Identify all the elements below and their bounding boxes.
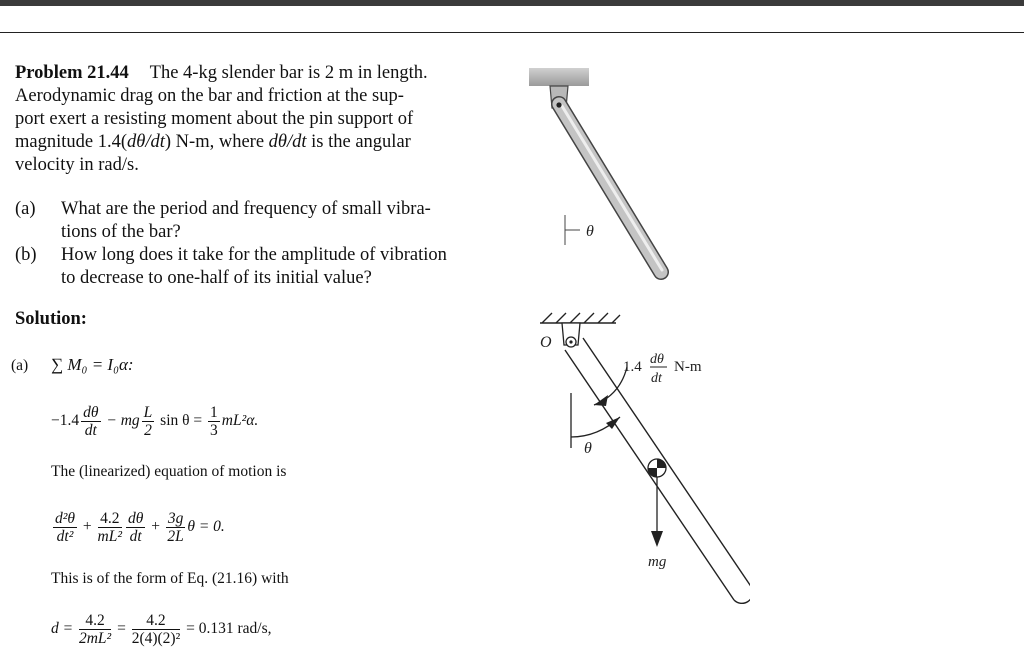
eq1-frac3-num: 1 <box>210 404 218 421</box>
moment-label-num: dθ <box>650 352 664 367</box>
eq2-frac-dtheta-dt <box>126 510 145 545</box>
equation-of-motion <box>51 510 225 545</box>
eq1-frac2-num: L <box>143 404 153 421</box>
part-b-line-2: to decrease to one-half of its initial value? <box>61 268 372 288</box>
equation-moment-balance <box>51 404 258 439</box>
problem-line-4 <box>15 131 411 154</box>
eq2-frac4-den: 2L <box>167 528 184 545</box>
eq2-frac1-num: d²θ <box>55 510 76 527</box>
eq2-frac-d2theta <box>53 510 77 545</box>
eq2-frac-coef <box>98 510 122 545</box>
solution-part-label: (a) <box>11 357 29 374</box>
eq1-frac3-den: 3 <box>210 422 218 439</box>
pin-label-O: O <box>540 334 552 351</box>
eq2-frac-3g-2L <box>166 510 186 545</box>
eq3-frac-2 <box>132 612 181 647</box>
figure-pendulum-bar <box>520 60 690 290</box>
eq3-lead: d = <box>51 620 74 638</box>
eq1-frac1-num: dθ <box>83 404 99 421</box>
eq1-tail: mL²α. <box>221 412 259 430</box>
theta-label-top: θ <box>586 223 594 240</box>
eq2-frac1-den: dt² <box>56 528 74 545</box>
moment-label-unit: N-m <box>674 359 702 375</box>
eq2-frac4-num: 3g <box>167 510 184 527</box>
eq3-frac1-num: 4.2 <box>79 612 111 630</box>
part-b-label: (b) <box>15 245 37 265</box>
header-rule <box>0 32 1024 33</box>
theta-label-fbd: θ <box>584 440 592 457</box>
eq1-lead: −1.4 <box>51 412 80 430</box>
problem-line-3: port exert a resisting moment about the pin support of <box>15 109 414 129</box>
weight-arrowhead <box>651 531 663 547</box>
solution-text-2: This is of the form of Eq. (21.16) with <box>51 570 289 587</box>
problem-text-1: The 4-kg slender bar is 2 m in length. <box>149 63 428 83</box>
bar-end-cap <box>734 588 750 603</box>
ceiling-support <box>529 68 589 86</box>
problem-line-4-b: dθ/dt <box>127 132 165 152</box>
problem-line-4-d: dθ/dt <box>268 132 307 152</box>
solution-text-1: The (linearized) equation of motion is <box>51 463 287 480</box>
moment-label-den: dt <box>651 371 662 386</box>
equation-damping-d <box>51 612 271 647</box>
solution-heading: Solution: <box>15 309 87 329</box>
eq3-frac-1 <box>79 612 111 647</box>
problem-line-4-a: magnitude 1.4( <box>15 132 128 152</box>
eq2-frac3-num: dθ <box>127 510 144 527</box>
pin-dot <box>556 102 561 107</box>
eq2-frac3-den: dt <box>129 528 142 545</box>
part-a-label: (a) <box>15 199 36 219</box>
problem-line-4-c: ) N-m, where <box>164 132 269 152</box>
moment-label-lead: 1.4 <box>623 359 642 375</box>
part-a-line-1: What are the period and frequency of small vibra- <box>61 199 431 219</box>
eq2-plus-2: + <box>151 518 160 536</box>
bar-highlight <box>562 106 662 270</box>
eq3-frac1-den: 2mL² <box>78 630 112 647</box>
eq1-sin: sin θ = <box>160 412 203 430</box>
eq1-frac1-den: dt <box>84 422 97 439</box>
eq3-frac2-den: 2(4)(2)² <box>131 630 181 647</box>
eq1-mid: − mg <box>106 412 140 430</box>
eq3-tail: = 0.131 rad/s, <box>186 620 272 638</box>
eq2-frac2-den: mL² <box>97 528 122 545</box>
problem-line-5: velocity in rad/s. <box>15 155 139 175</box>
eq2-plus-1: + <box>82 518 92 536</box>
eq2-tail: θ = 0. <box>187 518 225 536</box>
eq1-frac-L-2 <box>142 404 155 439</box>
problem-line-1 <box>15 62 428 85</box>
problem-line-2: Aerodynamic drag on the bar and friction at the sup- <box>15 86 404 106</box>
top-dark-bar <box>0 0 1024 6</box>
sum-moment-equation: ∑ M₀ = I₀α: <box>51 355 134 374</box>
ground-hatch <box>542 313 620 323</box>
problem-line-4-e: is the angular <box>306 132 411 152</box>
eq2-frac2-num: 4.2 <box>98 510 122 528</box>
eq1-frac-1-3 <box>208 404 220 439</box>
part-b-line-1: How long does it take for the amplitude of vibration <box>61 245 447 265</box>
center-of-mass-quadrant-1 <box>657 459 666 468</box>
eq3-frac2-num: 4.2 <box>132 612 181 630</box>
eq1-frac2-den: 2 <box>144 422 152 439</box>
weight-label: mg <box>648 554 667 570</box>
bar-edge-lower <box>583 338 750 588</box>
pin-center <box>569 340 572 343</box>
eq3-equals: = <box>117 620 126 638</box>
problem-heading: Problem 21.44 <box>15 63 129 83</box>
figure-free-body-diagram <box>520 305 750 620</box>
eq1-frac-dtheta-dt <box>81 404 100 439</box>
bar-body <box>559 104 661 272</box>
part-a-line-2: tions of the bar? <box>61 222 181 242</box>
